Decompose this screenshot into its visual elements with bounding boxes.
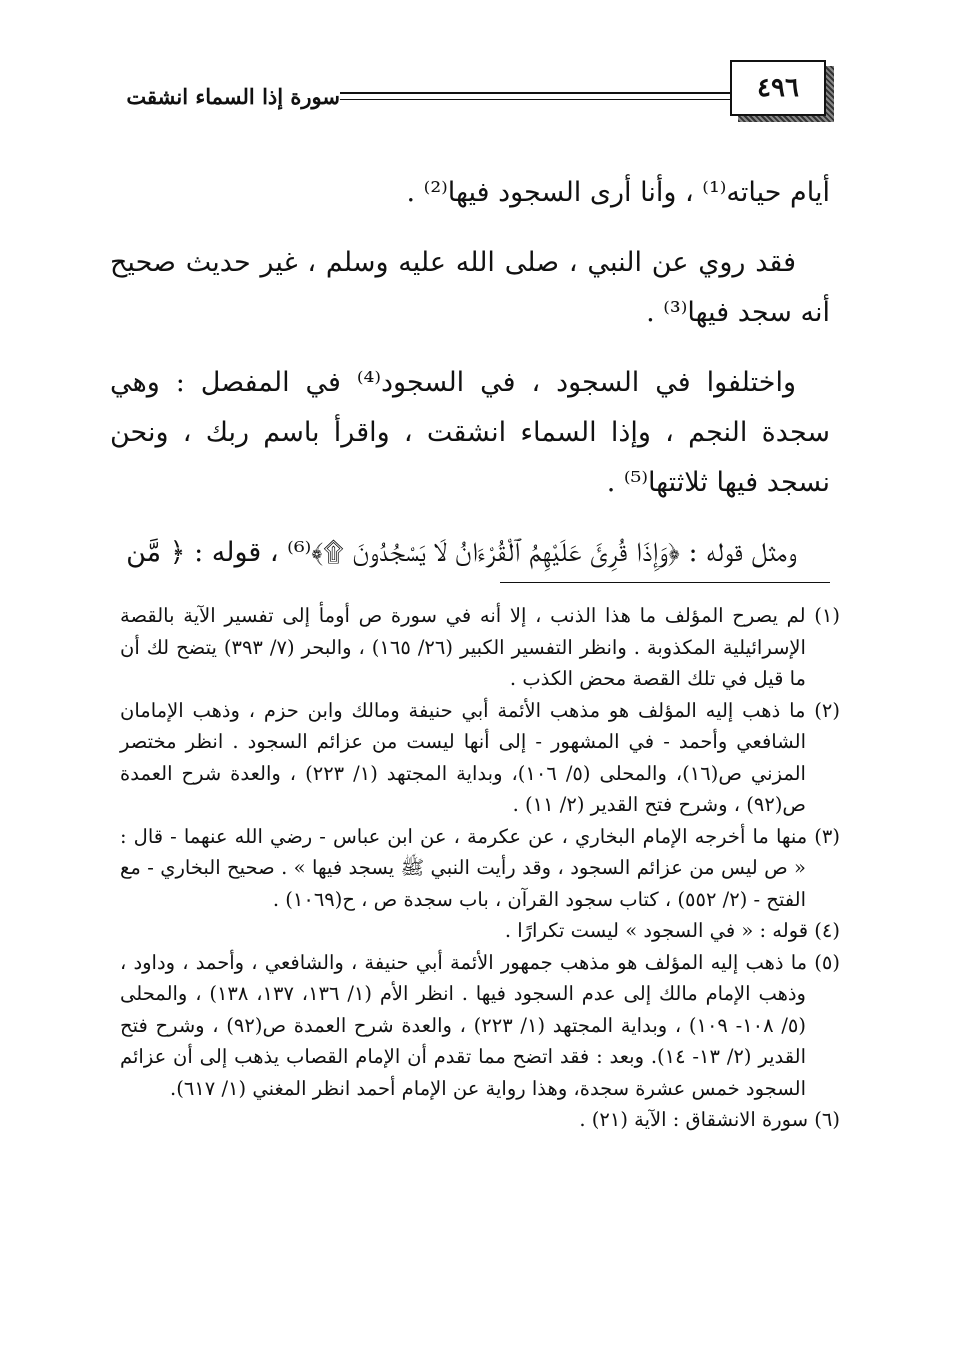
paragraph-4: ومثل قوله : ﴿وَإِذَا قُرِئَ عَلَيْهِمُ ٱلْقُرْءَانُ لَا يَسْجُدُونَ ۩﴾⁽⁶⁾ ، قوله : ﴿ مَّن [126,537,796,568]
footnotes [120,600,840,1136]
footnote-5: (٥) ما ذهب إليه المؤلف هو مذهب جمهور الأئمة أبي حنيفة ، والشافعي ، وأحمد ، وداود ، وذهب الإمام مالك إلى عدم السجود فيها . انظر الأم (١/ ١٣٦، ١٣٧، ١٣٨) ، والمحلى (٥/ ١٠٨- ١٠٩) ، وبداية المجتهد (١/ ٢٢٣) ، والعدة شرح العمدة ص(٩٢) ، وشرح فتح القدير (٢/ ١٣- ١٤). وبعد : فقد اتضح مما تقدم أن الإمام القصاب يذهب إلى أن عزائم السجود خمس عشرة سجدة، وهذا رواية عن الإمام أحمد انظر المغني (١/ ٦١٧). [120,950,840,1100]
page-number: ٤٩٦ [730,60,826,116]
footnote-4: (٤) قوله : « في السجود » ليست تكرارًا . [504,919,840,942]
footnote-3: (٣) منها ما أخرجه الإمام البخاري ، عن عكرمة ، عن ابن عباس - رضي الله عنهما - قال : « ص ليس من عزائم السجود ، وقد رأيت النبي ﷺ يسجد فيها » . صحيح البخاري - مع الفتح - (٢/ ٥٥٢) ، كتاب سجود القرآن ، باب سجدة ص ، ح(١٠٦٩) . [120,824,840,911]
footnote-2: (٢) ما ذهب إليه المؤلف هو مذهب الأئمة أبي حنيفة ومالك وابن حزم ، وذهب الإمامان الشافعي وأحمد - في المشهور - إلى أنها ليست من عزائم السجود . انظر مختصر المزني ص(١٦)، والمحلى (٥/ ١٠٦)، وبداية المجتهد (١/ ٢٢٣) ، والعدة شرح العمدة ص(٩٢) ، وشرح فتح القدير (٢/ ١١) . [120,698,840,816]
main-text [110,168,830,598]
paragraph-3: واختلفوا في السجود ، في السجود⁽⁴⁾ في المفصل : وهي سجدة النجم ، وإذا السماء انشقت ، واقرأ باسم ربك ، ونحن نسجد فيها ثلاثتها⁽⁵⁾ . [110,367,830,498]
footnote-divider [500,582,830,583]
paragraph-1: أيام حياته⁽¹⁾ ، وأنا أرى السجود فيها⁽²⁾ . [406,177,830,208]
header-rule [340,92,730,100]
footnote-1: (١) لم يصرح المؤلف ما هذا الذنب ، إلا أنه في سورة ص أومأ إلى تفسير الآية بالقصة الإسرائيلية المكذوبة . وانظر التفسير الكبير (٢٦/ ١٦٥) ، والبحر (٧/ ٣٩٣) يتضح لك أن ما قيل في تلك القصة محض الكذب . [120,604,840,690]
page-header [100,58,840,128]
paragraph-2: فقد روي عن النبي ، صلى الله عليه وسلم ، غير حديث صحيح أنه سجد فيها⁽³⁾ . [110,247,830,328]
footnote-6: (٦) سورة الانشقاق : الآية (٢١) . [579,1108,840,1131]
surah-title: سورة إذا السماء انشقت [126,84,340,109]
